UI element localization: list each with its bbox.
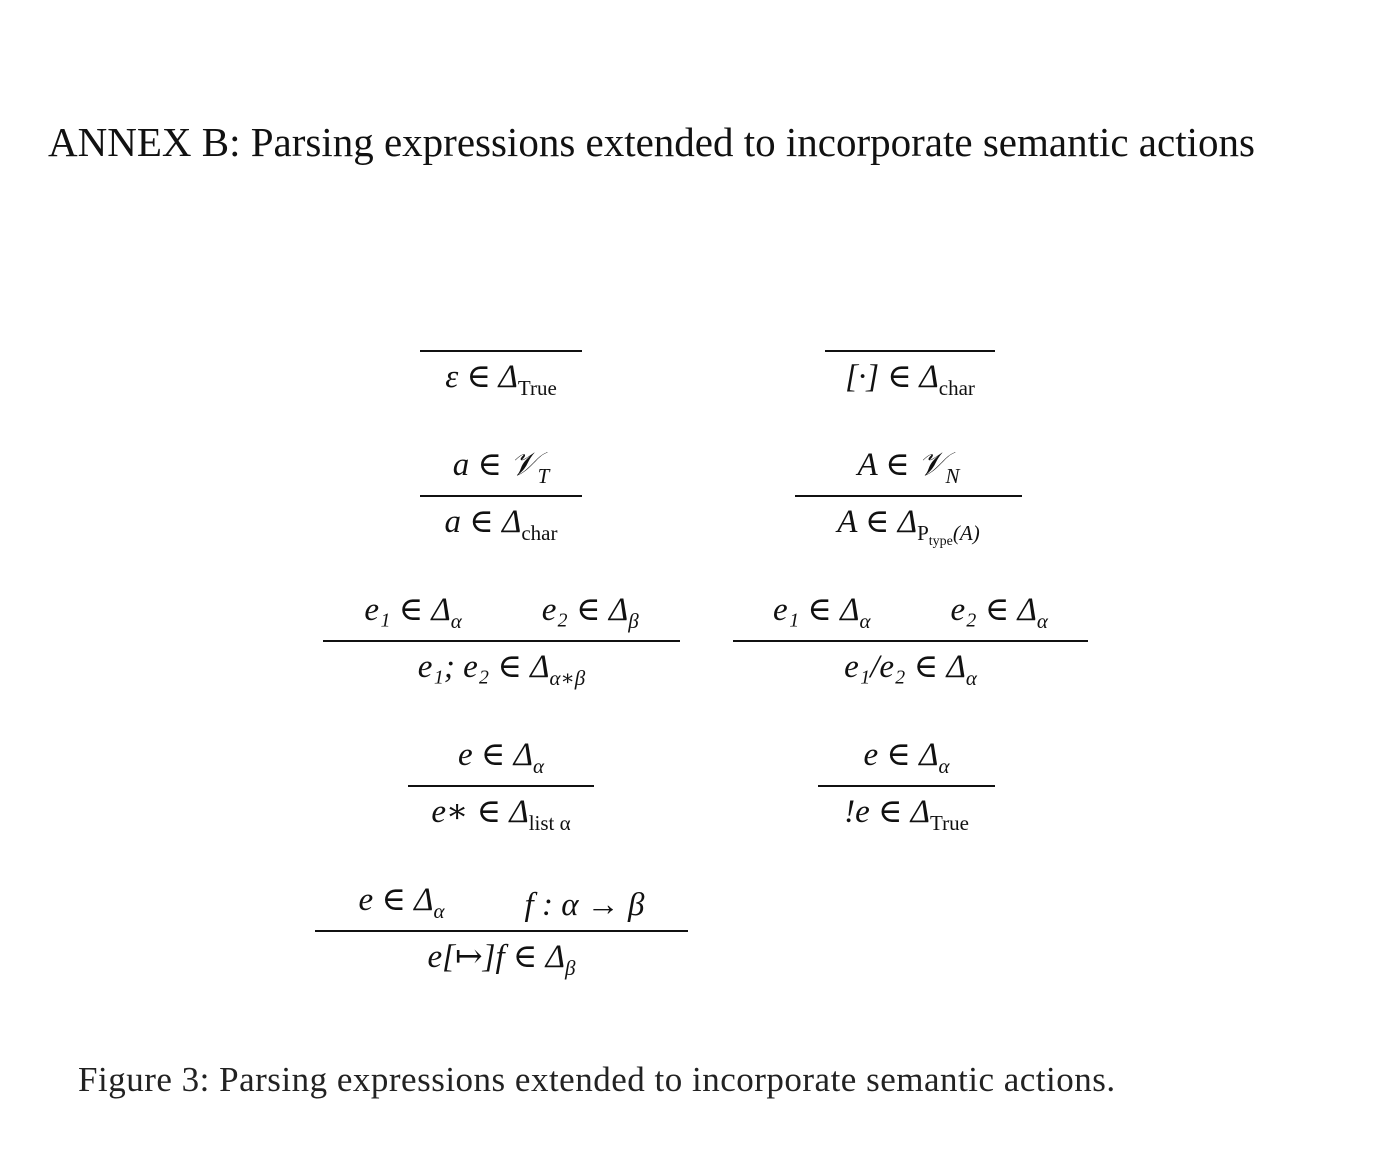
subscript-arg: (A) <box>953 521 980 545</box>
formula-main: e₁; e₂ ∈ Δ <box>418 649 550 685</box>
subscript-p: P <box>917 521 929 545</box>
conclusion <box>428 936 576 981</box>
formula-subscript: list α <box>529 811 571 835</box>
inference-rule-star <box>408 735 594 835</box>
formula-main: e ∈ Δ <box>458 737 533 773</box>
annex-title: ANNEX B: Parsing expressions extended to incorporate semantic actions <box>48 118 1255 166</box>
premise <box>864 734 950 779</box>
formula-subscript: α <box>533 754 544 778</box>
formula-main: a ∈ 𝒱 <box>453 447 538 483</box>
formula-main: e₁ ∈ Δ <box>364 592 450 628</box>
inference-rule-sequence <box>323 590 680 690</box>
conclusion <box>431 791 570 836</box>
premise <box>858 444 960 489</box>
inference-rule-any-char <box>825 300 995 400</box>
formula-subscript: True <box>518 376 557 400</box>
inference-rule-nonterminal <box>795 445 1022 545</box>
inference-line <box>795 495 1022 497</box>
premises <box>453 445 550 489</box>
formula-main: ε ∈ Δ <box>445 359 518 395</box>
formula-subscript: α <box>434 899 445 923</box>
conclusion <box>844 646 977 691</box>
formula-main: e∗ ∈ Δ <box>431 794 528 830</box>
conclusion <box>845 356 975 401</box>
premises <box>458 735 544 779</box>
formula-main: e₂ ∈ Δ <box>542 592 628 628</box>
premise <box>525 887 645 924</box>
conclusion <box>445 356 557 401</box>
inference-rule-semantic-action <box>315 880 688 980</box>
formula-subscript: α <box>966 666 977 690</box>
inference-line <box>825 350 995 352</box>
formula-subscript: T <box>538 464 550 488</box>
inference-line <box>420 495 582 497</box>
formula-subscript: True <box>930 811 969 835</box>
formula-subscript: β <box>628 609 638 633</box>
formula-main: A ∈ 𝒱 <box>858 447 946 483</box>
inference-line <box>323 640 680 642</box>
formula-main: e[↦]f ∈ Δ <box>428 939 565 975</box>
premise <box>364 589 461 634</box>
formula-main: !e ∈ Δ <box>844 794 930 830</box>
premises <box>858 445 960 489</box>
subscript-type: type <box>929 534 953 549</box>
conclusion <box>445 501 558 546</box>
conclusion <box>418 646 586 691</box>
inference-line <box>408 785 594 787</box>
formula-subscript: α <box>859 609 870 633</box>
inference-rule-terminal <box>420 445 582 545</box>
premise <box>773 589 870 634</box>
premises <box>359 880 645 924</box>
inference-line <box>733 640 1088 642</box>
inference-line <box>818 785 995 787</box>
formula-main: [·] ∈ Δ <box>845 359 939 395</box>
formula-subscript <box>917 521 980 545</box>
formula-main: e ∈ Δ <box>359 882 434 918</box>
formula-subscript: N <box>945 464 959 488</box>
inference-rule-not <box>818 735 995 835</box>
premise <box>542 589 639 634</box>
formula-main: e₁/e₂ ∈ Δ <box>844 649 966 685</box>
inference-line <box>315 930 688 932</box>
premise <box>458 734 544 779</box>
inference-rule-epsilon <box>420 300 582 400</box>
figure-caption: Figure 3: Parsing expressions extended to incorporate semantic actions. <box>78 1060 1116 1100</box>
formula-subscript: α <box>1037 609 1048 633</box>
formula-main: e₁ ∈ Δ <box>773 592 859 628</box>
inference-rule-choice <box>733 590 1088 690</box>
inference-line <box>420 350 582 352</box>
premise <box>951 589 1048 634</box>
premises <box>773 590 1048 634</box>
formula-subscript: char <box>939 376 975 400</box>
formula-subscript: α∗β <box>550 666 586 690</box>
formula-main: a ∈ Δ <box>445 504 522 540</box>
formula-main: f : α → β <box>525 887 645 923</box>
conclusion <box>844 791 969 836</box>
premise <box>453 444 550 489</box>
premises <box>864 735 950 779</box>
formula-main: e ∈ Δ <box>864 737 939 773</box>
premise <box>359 879 445 924</box>
premises <box>364 590 638 634</box>
formula-main: e₂ ∈ Δ <box>951 592 1037 628</box>
formula-main: A ∈ Δ <box>837 504 917 540</box>
formula-subscript: α <box>451 609 462 633</box>
formula-subscript: char <box>521 521 557 545</box>
formula-subscript: β <box>565 956 575 980</box>
formula-subscript: α <box>938 754 949 778</box>
conclusion <box>837 501 979 550</box>
